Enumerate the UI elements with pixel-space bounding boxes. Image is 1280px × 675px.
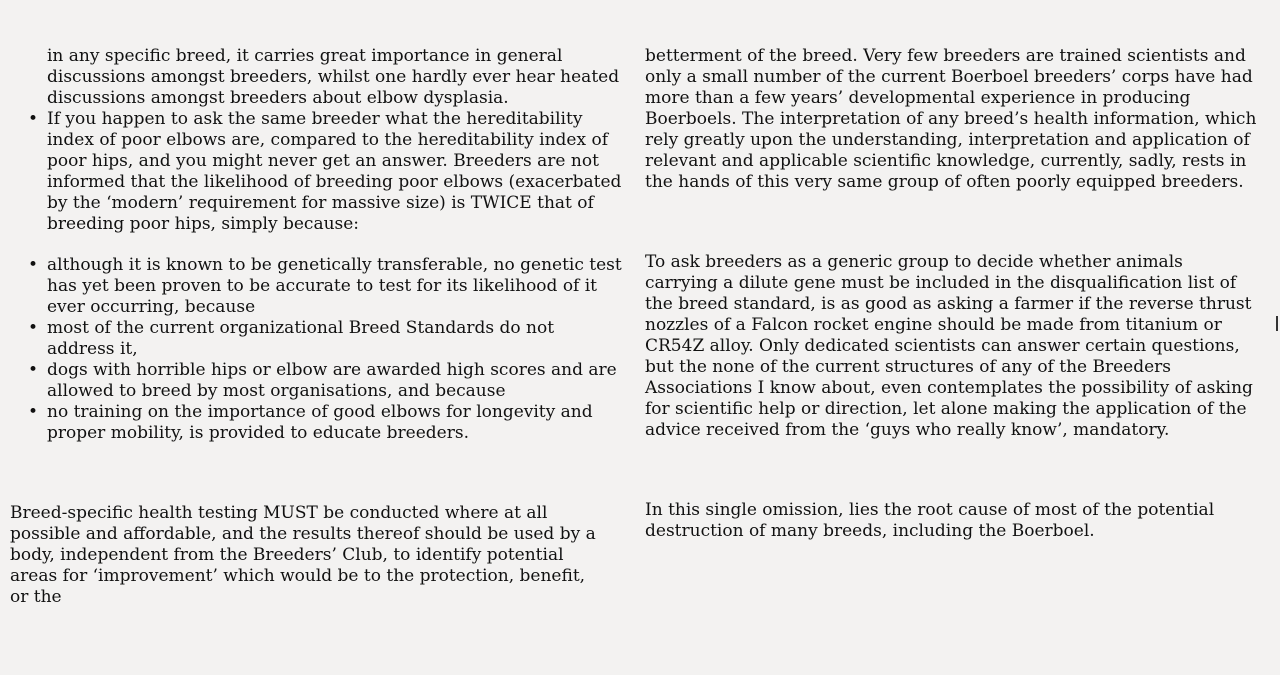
list-item: • If you happen to ask the same breeder what the hereditability index of poor elbows are, compared to the hereditability index of poor hips, and you might never get an answer. Breeders are not informed that the likelihood of breeding poor elbows (exacerbated by the ‘modern’ requirement for massive size) is TWICE that of breeding poor hips, simply because:	[47, 109, 622, 235]
intro-continuation-text: in any specific breed, it carries great importance in general discussions amongst breeders, whilst one hardly ever hear heated discussions amongst breeders about elbow dysplasia.	[47, 46, 620, 108]
betterment-paragraph: betterment of the breed. Very few breeders are trained scientists and only a small number of the current Boerboel breeders’ corps have had more than a few years’ developmental experience in producing Boerboels. The interpretation of any breed’s health information, which rely greatly upon the understanding, interpretation and application of relevant and applicable scientific knowledge, currently, sadly, rests in the hands of this very same group of often poorly equipped breeders.	[645, 46, 1257, 192]
left-column	[0, 46, 630, 608]
right-column	[645, 46, 1270, 542]
root-cause-paragraph: In this single omission, lies the root cause of most of the potential destruction of many breeds, including the Boerboel.	[645, 500, 1215, 541]
dilute-gene-paragraph: To ask breeders as a generic group to decide whether animals carrying a dilute gene must be included in the disqualification list of the breed standard, is as good as asking a farmer if the reverse thrust nozzles of a Falcon rocket engine should be made from titanium or CR54Z alloy. Only dedicated scientists can answer certain questions, but the none of the current structures of any of the Breeders Associations I know about, even contemplates the possibility of asking for scientific help or direction, let alone making the application of the advice received from the ‘guys who really know’, mandatory.	[645, 252, 1253, 440]
sub-bullet-list	[47, 255, 622, 444]
list-item: • no training on the importance of good elbows for longevity and proper mobility, is provided to educate breeders.	[47, 402, 622, 444]
list-item: • dogs with horrible hips or elbow are awarded high scores and are allowed to breed by most organisations, and because	[47, 360, 622, 402]
list-item: • most of the current organizational Breed Standards do not address it,	[47, 318, 622, 360]
text-cursor-mark	[1276, 316, 1278, 331]
health-testing-paragraph: Breed-specific health testing MUST be conducted where at all possible and affordable, and the results thereof should be used by a body, independent from the Breeders’ Club, to identify potential areas for ‘improvement’ which would be to the protection, benefit, or the	[10, 503, 596, 607]
list-item: • although it is known to be genetically transferable, no genetic test has yet been proven to be accurate to test for its likelihood of it ever occurring, because	[47, 255, 622, 318]
main-bullet-list	[47, 109, 622, 235]
